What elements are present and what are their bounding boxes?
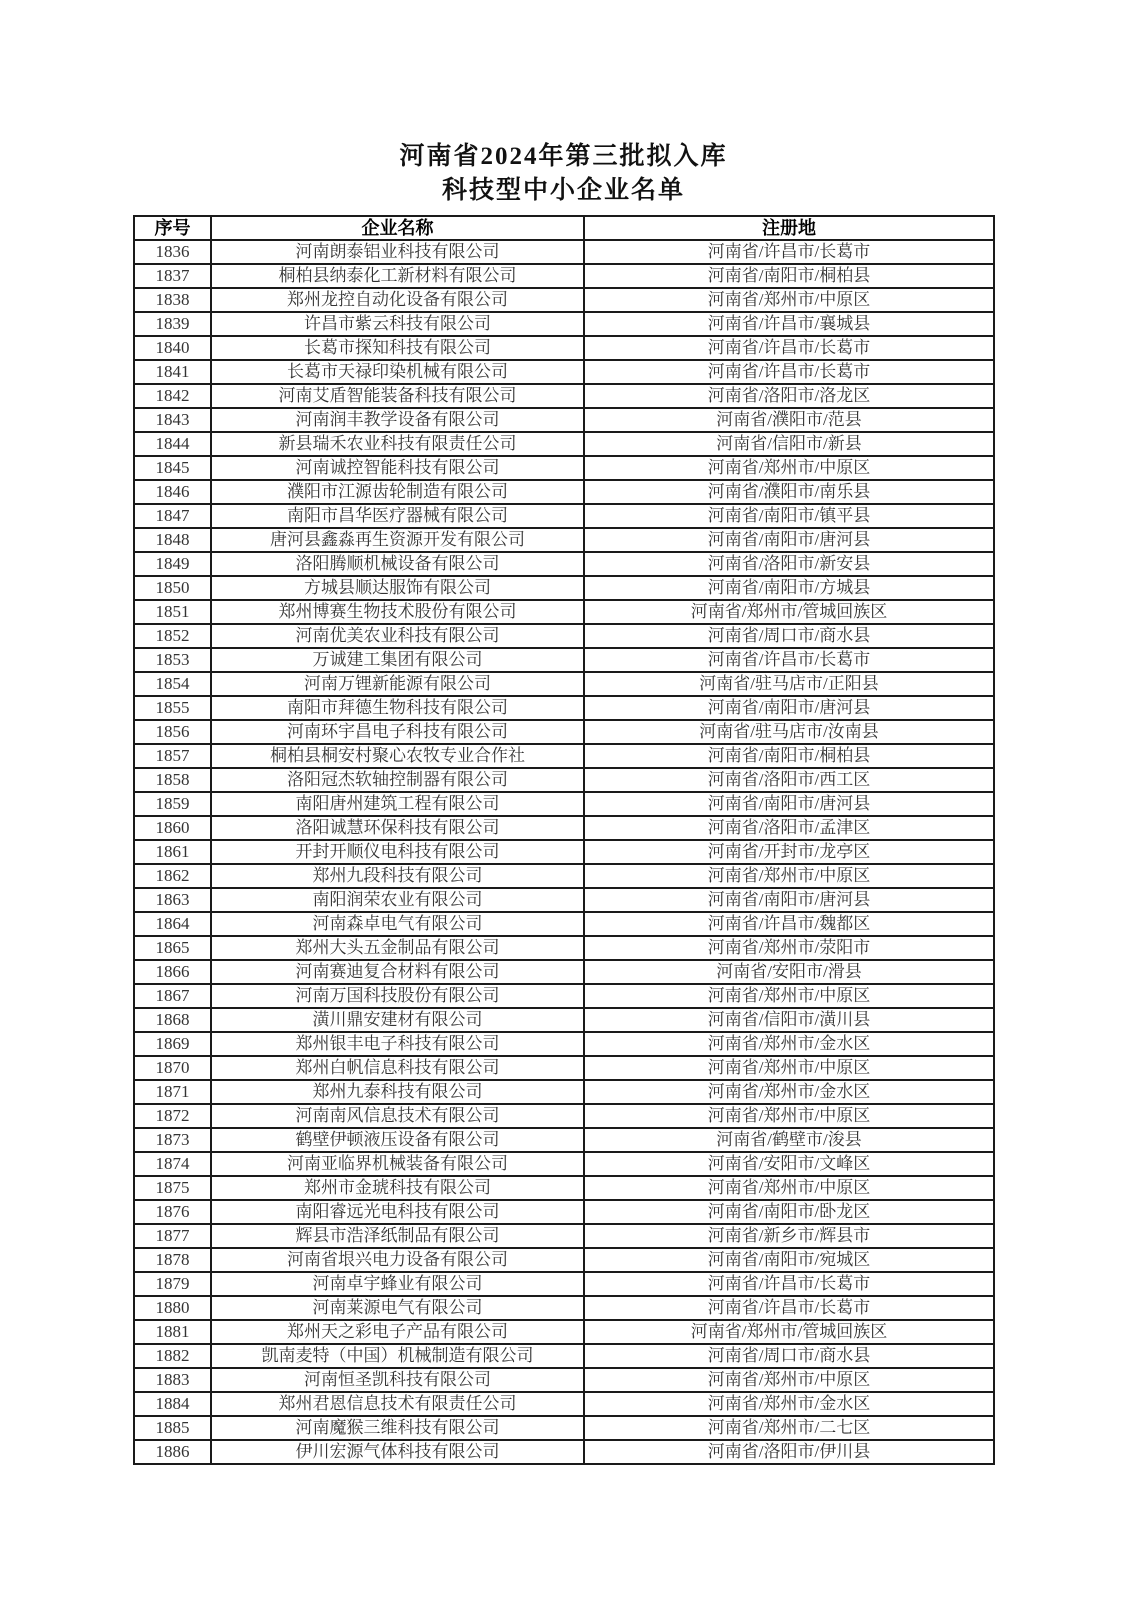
table-row: [134, 552, 994, 576]
registration-cell: 河南省/南阳市/卧龙区: [584, 1200, 994, 1224]
serial-cell: 1849: [134, 552, 211, 576]
company-name-cell: 南阳唐州建筑工程有限公司: [211, 792, 584, 816]
registration-cell: 河南省/郑州市/金水区: [584, 1080, 994, 1104]
serial-cell: 1868: [134, 1008, 211, 1032]
document-title-line1: 河南省2024年第三批拟入库: [399, 143, 728, 170]
table-row: [134, 1392, 994, 1416]
table-row: [134, 1272, 994, 1296]
serial-cell: 1846: [134, 480, 211, 504]
company-name-cell: 辉县市浩泽纸制品有限公司: [211, 1224, 584, 1248]
table-row: [134, 840, 994, 864]
registration-cell: 河南省/郑州市/中原区: [584, 1056, 994, 1080]
table-row: [134, 456, 994, 480]
serial-cell: 1845: [134, 456, 211, 480]
serial-cell: 1839: [134, 312, 211, 336]
column-header-serial: 序号: [134, 216, 211, 240]
serial-cell: 1852: [134, 624, 211, 648]
company-name-cell: 南阳市昌华医疗器械有限公司: [211, 504, 584, 528]
serial-cell: 1882: [134, 1344, 211, 1368]
registration-cell: 河南省/濮阳市/南乐县: [584, 480, 994, 504]
registration-cell: 河南省/许昌市/长葛市: [584, 648, 994, 672]
company-name-cell: 河南艾盾智能装备科技有限公司: [211, 384, 584, 408]
company-name-cell: 河南卓宇蜂业有限公司: [211, 1272, 584, 1296]
serial-cell: 1837: [134, 264, 211, 288]
company-name-cell: 郑州市金琥科技有限公司: [211, 1176, 584, 1200]
company-name-cell: 桐柏县纳泰化工新材料有限公司: [211, 264, 584, 288]
registration-cell: 河南省/安阳市/滑县: [584, 960, 994, 984]
company-name-cell: 南阳润荣农业有限公司: [211, 888, 584, 912]
company-name-cell: 方城县顺达服饰有限公司: [211, 576, 584, 600]
company-name-cell: 河南环宇昌电子科技有限公司: [211, 720, 584, 744]
company-name-cell: 郑州白帆信息科技有限公司: [211, 1056, 584, 1080]
table-row: [134, 1104, 994, 1128]
serial-cell: 1860: [134, 816, 211, 840]
registration-cell: 河南省/郑州市/中原区: [584, 1368, 994, 1392]
company-name-cell: 许昌市紫云科技有限公司: [211, 312, 584, 336]
registration-cell: 河南省/安阳市/文峰区: [584, 1152, 994, 1176]
registration-cell: 河南省/信阳市/新县: [584, 432, 994, 456]
table-row: [134, 504, 994, 528]
company-name-cell: 桐柏县桐安村聚心农牧专业合作社: [211, 744, 584, 768]
registration-cell: 河南省/洛阳市/洛龙区: [584, 384, 994, 408]
table-row: [134, 816, 994, 840]
company-name-cell: 河南诚控智能科技有限公司: [211, 456, 584, 480]
registration-cell: 河南省/南阳市/唐河县: [584, 696, 994, 720]
registration-cell: 河南省/鹤壁市/浚县: [584, 1128, 994, 1152]
company-name-cell: 河南万国科技股份有限公司: [211, 984, 584, 1008]
registration-cell: 河南省/洛阳市/新安县: [584, 552, 994, 576]
table-row: [134, 696, 994, 720]
company-name-cell: 伊川宏源气体科技有限公司: [211, 1440, 584, 1464]
company-name-cell: 洛阳冠杰软轴控制器有限公司: [211, 768, 584, 792]
registration-cell: 河南省/南阳市/宛城区: [584, 1248, 994, 1272]
table-row: [134, 1008, 994, 1032]
company-name-cell: 开封开顺仪电科技有限公司: [211, 840, 584, 864]
table-row: [134, 384, 994, 408]
table-row: [134, 1224, 994, 1248]
table-row: [134, 672, 994, 696]
table-row: [134, 936, 994, 960]
company-name-cell: 河南赛迪复合材料有限公司: [211, 960, 584, 984]
table-row: [134, 600, 994, 624]
registration-cell: 河南省/周口市/商水县: [584, 624, 994, 648]
serial-cell: 1876: [134, 1200, 211, 1224]
serial-cell: 1854: [134, 672, 211, 696]
registration-cell: 河南省/郑州市/荥阳市: [584, 936, 994, 960]
serial-cell: 1856: [134, 720, 211, 744]
serial-cell: 1870: [134, 1056, 211, 1080]
table-row: [134, 960, 994, 984]
registration-cell: 河南省/濮阳市/范县: [584, 408, 994, 432]
registration-cell: 河南省/郑州市/金水区: [584, 1032, 994, 1056]
table-row: [134, 792, 994, 816]
company-name-cell: 郑州天之彩电子产品有限公司: [211, 1320, 584, 1344]
table-row: [134, 432, 994, 456]
document-title-line2: 科技型中小企业名单: [441, 177, 685, 204]
serial-cell: 1883: [134, 1368, 211, 1392]
company-name-cell: 新县瑞禾农业科技有限责任公司: [211, 432, 584, 456]
serial-cell: 1851: [134, 600, 211, 624]
serial-cell: 1878: [134, 1248, 211, 1272]
serial-cell: 1866: [134, 960, 211, 984]
table-row: [134, 576, 994, 600]
registration-cell: 河南省/驻马店市/汝南县: [584, 720, 994, 744]
registration-cell: 河南省/郑州市/中原区: [584, 456, 994, 480]
registration-cell: 河南省/信阳市/潢川县: [584, 1008, 994, 1032]
serial-cell: 1873: [134, 1128, 211, 1152]
table-row: [134, 1248, 994, 1272]
registration-cell: 河南省/许昌市/魏都区: [584, 912, 994, 936]
serial-cell: 1885: [134, 1416, 211, 1440]
table-row: [134, 744, 994, 768]
registration-cell: 河南省/许昌市/长葛市: [584, 240, 994, 264]
table-row: [134, 864, 994, 888]
table-row: [134, 624, 994, 648]
registration-cell: 河南省/郑州市/中原区: [584, 288, 994, 312]
serial-cell: 1863: [134, 888, 211, 912]
registration-cell: 河南省/开封市/龙亭区: [584, 840, 994, 864]
serial-cell: 1877: [134, 1224, 211, 1248]
serial-cell: 1850: [134, 576, 211, 600]
registration-cell: 河南省/南阳市/镇平县: [584, 504, 994, 528]
table-row: [134, 1200, 994, 1224]
registration-cell: 河南省/南阳市/唐河县: [584, 792, 994, 816]
table-row: [134, 1440, 994, 1464]
company-name-cell: 洛阳腾顺机械设备有限公司: [211, 552, 584, 576]
serial-cell: 1838: [134, 288, 211, 312]
company-name-cell: 长葛市天禄印染机械有限公司: [211, 360, 584, 384]
serial-cell: 1843: [134, 408, 211, 432]
serial-cell: 1858: [134, 768, 211, 792]
table-row: [134, 336, 994, 360]
registration-cell: 河南省/郑州市/中原区: [584, 864, 994, 888]
serial-cell: 1872: [134, 1104, 211, 1128]
registration-cell: 河南省/南阳市/桐柏县: [584, 744, 994, 768]
registration-cell: 河南省/郑州市/中原区: [584, 1176, 994, 1200]
registration-cell: 河南省/许昌市/长葛市: [584, 1296, 994, 1320]
company-name-cell: 郑州大头五金制品有限公司: [211, 936, 584, 960]
registration-cell: 河南省/许昌市/长葛市: [584, 1272, 994, 1296]
registration-cell: 河南省/洛阳市/西工区: [584, 768, 994, 792]
serial-cell: 1862: [134, 864, 211, 888]
table-row: [134, 1056, 994, 1080]
registration-cell: 河南省/许昌市/长葛市: [584, 336, 994, 360]
registration-cell: 河南省/郑州市/管城回族区: [584, 600, 994, 624]
table-row: [134, 984, 994, 1008]
table-row: [134, 648, 994, 672]
registration-cell: 河南省/南阳市/唐河县: [584, 528, 994, 552]
company-name-cell: 鹤壁伊顿液压设备有限公司: [211, 1128, 584, 1152]
company-name-cell: 河南亚临界机械装备有限公司: [211, 1152, 584, 1176]
serial-cell: 1861: [134, 840, 211, 864]
document-title: [0, 140, 1127, 208]
serial-cell: 1865: [134, 936, 211, 960]
company-name-cell: 河南万锂新能源有限公司: [211, 672, 584, 696]
serial-cell: 1841: [134, 360, 211, 384]
company-name-cell: 潢川鼎安建材有限公司: [211, 1008, 584, 1032]
table-row: [134, 912, 994, 936]
company-name-cell: 河南南风信息技术有限公司: [211, 1104, 584, 1128]
serial-cell: 1855: [134, 696, 211, 720]
serial-cell: 1869: [134, 1032, 211, 1056]
registration-cell: 河南省/许昌市/长葛市: [584, 360, 994, 384]
table-row: [134, 1128, 994, 1152]
company-name-cell: 河南莱源电气有限公司: [211, 1296, 584, 1320]
table-row: [134, 1152, 994, 1176]
serial-cell: 1859: [134, 792, 211, 816]
serial-cell: 1879: [134, 1272, 211, 1296]
serial-cell: 1874: [134, 1152, 211, 1176]
serial-cell: 1836: [134, 240, 211, 264]
registration-cell: 河南省/郑州市/管城回族区: [584, 1320, 994, 1344]
table-row: [134, 1080, 994, 1104]
table-row: [134, 1416, 994, 1440]
registration-cell: 河南省/新乡市/辉县市: [584, 1224, 994, 1248]
table-row: [134, 264, 994, 288]
serial-cell: 1867: [134, 984, 211, 1008]
table-row: [134, 1032, 994, 1056]
table-row: [134, 240, 994, 264]
table-row: [134, 888, 994, 912]
company-name-cell: 濮阳市江源齿轮制造有限公司: [211, 480, 584, 504]
company-name-cell: 凯南麦特（中国）机械制造有限公司: [211, 1344, 584, 1368]
table-row: [134, 1176, 994, 1200]
company-name-cell: 洛阳诚慧环保科技有限公司: [211, 816, 584, 840]
table-body: [134, 240, 994, 1464]
table-row: [134, 288, 994, 312]
company-name-cell: 郑州龙控自动化设备有限公司: [211, 288, 584, 312]
table-row: [134, 480, 994, 504]
registration-cell: 河南省/洛阳市/伊川县: [584, 1440, 994, 1464]
serial-cell: 1844: [134, 432, 211, 456]
table-row: [134, 360, 994, 384]
serial-cell: 1840: [134, 336, 211, 360]
table-row: [134, 768, 994, 792]
serial-cell: 1842: [134, 384, 211, 408]
registration-cell: 河南省/郑州市/金水区: [584, 1392, 994, 1416]
company-name-cell: 河南恒圣凯科技有限公司: [211, 1368, 584, 1392]
company-name-cell: 河南森卓电气有限公司: [211, 912, 584, 936]
serial-cell: 1886: [134, 1440, 211, 1464]
table-row: [134, 1296, 994, 1320]
table-row: [134, 312, 994, 336]
company-name-cell: 河南省垠兴电力设备有限公司: [211, 1248, 584, 1272]
company-name-cell: 郑州九段科技有限公司: [211, 864, 584, 888]
company-name-cell: 郑州君恩信息技术有限责任公司: [211, 1392, 584, 1416]
table-row: [134, 720, 994, 744]
serial-cell: 1847: [134, 504, 211, 528]
column-header-company-name: 企业名称: [211, 216, 584, 240]
table-row: [134, 528, 994, 552]
table-header-row: [134, 216, 994, 240]
registration-cell: 河南省/郑州市/中原区: [584, 1104, 994, 1128]
company-name-cell: 长葛市探知科技有限公司: [211, 336, 584, 360]
company-name-cell: 郑州九泰科技有限公司: [211, 1080, 584, 1104]
company-name-cell: 郑州博赛生物技术股份有限公司: [211, 600, 584, 624]
serial-cell: 1875: [134, 1176, 211, 1200]
registration-cell: 河南省/洛阳市/孟津区: [584, 816, 994, 840]
table-row: [134, 1368, 994, 1392]
company-name-cell: 唐河县鑫淼再生资源开发有限公司: [211, 528, 584, 552]
registration-cell: 河南省/郑州市/二七区: [584, 1416, 994, 1440]
company-table: [133, 215, 995, 1465]
serial-cell: 1864: [134, 912, 211, 936]
serial-cell: 1857: [134, 744, 211, 768]
table-row: [134, 1320, 994, 1344]
table-row: [134, 408, 994, 432]
company-name-cell: 南阳市拜德生物科技有限公司: [211, 696, 584, 720]
company-name-cell: 河南魔猴三维科技有限公司: [211, 1416, 584, 1440]
company-name-cell: 河南朗泰铝业科技有限公司: [211, 240, 584, 264]
column-header-registration: 注册地: [584, 216, 994, 240]
company-name-cell: 河南优美农业科技有限公司: [211, 624, 584, 648]
serial-cell: 1853: [134, 648, 211, 672]
registration-cell: 河南省/驻马店市/正阳县: [584, 672, 994, 696]
company-name-cell: 南阳睿远光电科技有限公司: [211, 1200, 584, 1224]
serial-cell: 1880: [134, 1296, 211, 1320]
serial-cell: 1871: [134, 1080, 211, 1104]
registration-cell: 河南省/周口市/商水县: [584, 1344, 994, 1368]
company-name-cell: 郑州银丰电子科技有限公司: [211, 1032, 584, 1056]
serial-cell: 1848: [134, 528, 211, 552]
company-name-cell: 万诚建工集团有限公司: [211, 648, 584, 672]
company-name-cell: 河南润丰教学设备有限公司: [211, 408, 584, 432]
registration-cell: 河南省/南阳市/方城县: [584, 576, 994, 600]
registration-cell: 河南省/许昌市/襄城县: [584, 312, 994, 336]
serial-cell: 1884: [134, 1392, 211, 1416]
registration-cell: 河南省/郑州市/中原区: [584, 984, 994, 1008]
serial-cell: 1881: [134, 1320, 211, 1344]
registration-cell: 河南省/南阳市/唐河县: [584, 888, 994, 912]
registration-cell: 河南省/南阳市/桐柏县: [584, 264, 994, 288]
table-row: [134, 1344, 994, 1368]
